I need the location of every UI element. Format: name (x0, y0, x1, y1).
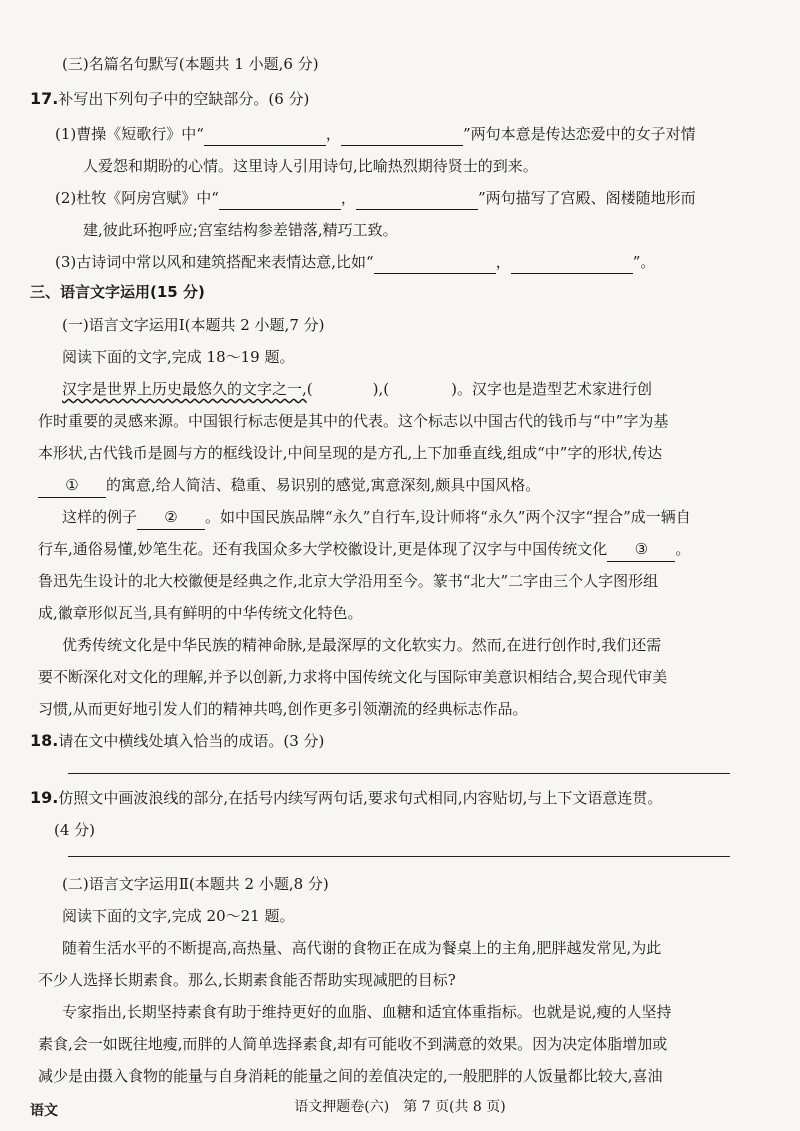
passage-2-line-3: 鲁迅先生设计的北大校徽便是经典之作,北京大学沿用至今。篆书“北大”二字由三个人字图形组 (38, 572, 659, 590)
passage-2-line-4: 成,徽章形似瓦当,具有鲜明的中华传统文化特色。 (38, 604, 363, 622)
q17-item-2-line-1: (2)杜牧《阿房宫赋》中“ ， ”两句描写了宫殿、阁楼随地形而 (55, 186, 696, 210)
question-stem: 补写出下列句子中的空缺部分。(6 分) (58, 90, 310, 108)
blank-marker-1[interactable]: ① (38, 473, 106, 498)
answer-blank[interactable] (341, 129, 463, 146)
q17-item-3: (3)古诗词中常以风和建筑搭配来表情达意,比如“ ， ”。 (55, 250, 655, 274)
section-heading-language-use: 三、语言文字运用(15 分) (30, 283, 205, 301)
q17-item-1-line-1: (1)曹操《短歌行》中“ ， ”两句本意是传达恋爱中的女子对情 (55, 122, 696, 146)
passage-1-line-1: 汉字是世界上历史最悠久的文字之一,( ),( )。汉字也是造型艺术家进行创 (62, 380, 652, 398)
question-number: 18. (30, 731, 59, 750)
answer-line[interactable] (68, 773, 730, 774)
passage-1-line-4: ① 的寓意,给人简洁、稳重、易识别的感觉,寓意深刻,颇具中国风格。 (38, 473, 540, 498)
passage-5-line-3: 减少是由摄入食物的能量与自身消耗的能量之间的差值决定的,一般肥胖的人饭量都比较大,喜油 (38, 1067, 663, 1085)
question-number: 19. (30, 788, 59, 807)
passage-5-line-2: 素食,会一如既往地瘦,而胖的人简单选择素食,却有可能收不到满意的效果。因为决定体脂增加或 (38, 1035, 668, 1053)
question-19-score: (4 分) (54, 821, 96, 839)
section-heading-famous-lines: (三)名篇名句默写(本题共 1 小题,6 分) (62, 55, 319, 73)
passage-1-line-3: 本形状,古代钱币是圆与方的框线设计,中间呈现的是方孔,上下加垂直线,组成“中”字的形状,传达 (38, 444, 663, 462)
question-number: 17. (30, 89, 59, 108)
passage-3-line-3: 习惯,从而更好地引发人们的精神共鸣,创作更多引领潮流的经典标志作品。 (38, 700, 528, 718)
passage-5-line-1: 专家指出,长期坚持素食有助于维持更好的血脂、血糖和适宜体重指标。也就是说,瘦的人坚持 (62, 1003, 672, 1021)
question-stem: 仿照文中画波浪线的部分,在括号内续写两句话,要求句式相同,内容贴切,与上下文语意连贯。 (58, 789, 663, 807)
passage-2-line-2: 行车,通俗易懂,妙笔生花。还有我国众多大学校徽设计,更是体现了汉字与中国传统文化 ③ 。 (38, 537, 690, 562)
reading-instruction: 阅读下面的文字,完成 18～19 题。 (62, 348, 295, 366)
question-18 (30, 729, 324, 753)
question-stem: 请在文中横线处填入恰当的成语。(3 分) (58, 732, 325, 750)
answer-blank[interactable] (219, 193, 341, 210)
q17-item-1-line-2: 人爱怨和期盼的心情。这里诗人引用诗句,比喻热烈期待贤士的到来。 (83, 157, 538, 175)
passage-4-line-1: 随着生活水平的不断提高,高热量、高代谢的食物正在成为餐桌上的主角,肥胖越发常见,为此 (62, 939, 662, 957)
question-19 (30, 786, 662, 810)
passage-1-line-2: 作时重要的灵感来源。中国银行标志便是其中的代表。这个标志以中国古代的钱币与“中”字为基 (38, 412, 669, 430)
passage-3-line-1: 优秀传统文化是中华民族的精神命脉,是最深厚的文化软实力。然而,在进行创作时,我们还需 (62, 636, 662, 654)
subsection-heading-language-use-2: (二)语言文字运用Ⅱ(本题共 2 小题,8 分) (62, 875, 329, 893)
passage-3-line-2: 要不断深化对文化的理解,并予以创新,力求将中国传统文化与国际审美意识相结合,契合现代审美 (38, 668, 668, 686)
answer-blank[interactable] (511, 257, 633, 274)
passage-4-line-2: 不少人选择长期素食。那么,长期素食能否帮助实现减肥的目标? (38, 971, 456, 989)
answer-line[interactable] (68, 856, 730, 857)
answer-blank[interactable] (374, 257, 496, 274)
question-17 (30, 87, 309, 111)
footer-page-info: 语文押题卷(六) 第 7 页(共 8 页) (294, 1099, 506, 1115)
wavy-underlined-sentence: 汉字是世界上历史最悠久的文字之一, (62, 380, 307, 398)
subsection-heading-language-use-1: (一)语言文字运用Ⅰ(本题共 2 小题,7 分) (62, 316, 325, 334)
answer-blank[interactable] (356, 193, 478, 210)
passage-2-line-1: 这样的例子 ② 。如中国民族品牌“永久”自行车,设计师将“永久”两个汉字“捏合”成一辆自 (62, 505, 691, 530)
blank-marker-3[interactable]: ③ (607, 537, 675, 562)
answer-blank[interactable] (204, 129, 326, 146)
blank-marker-2[interactable]: ② (137, 505, 205, 530)
footer-subject: 语文 (30, 1103, 58, 1119)
reading-instruction: 阅读下面的文字,完成 20～21 题。 (62, 907, 295, 925)
q17-item-2-line-2: 建,彼此环抱呼应;宫室结构参差错落,精巧工致。 (83, 221, 398, 239)
